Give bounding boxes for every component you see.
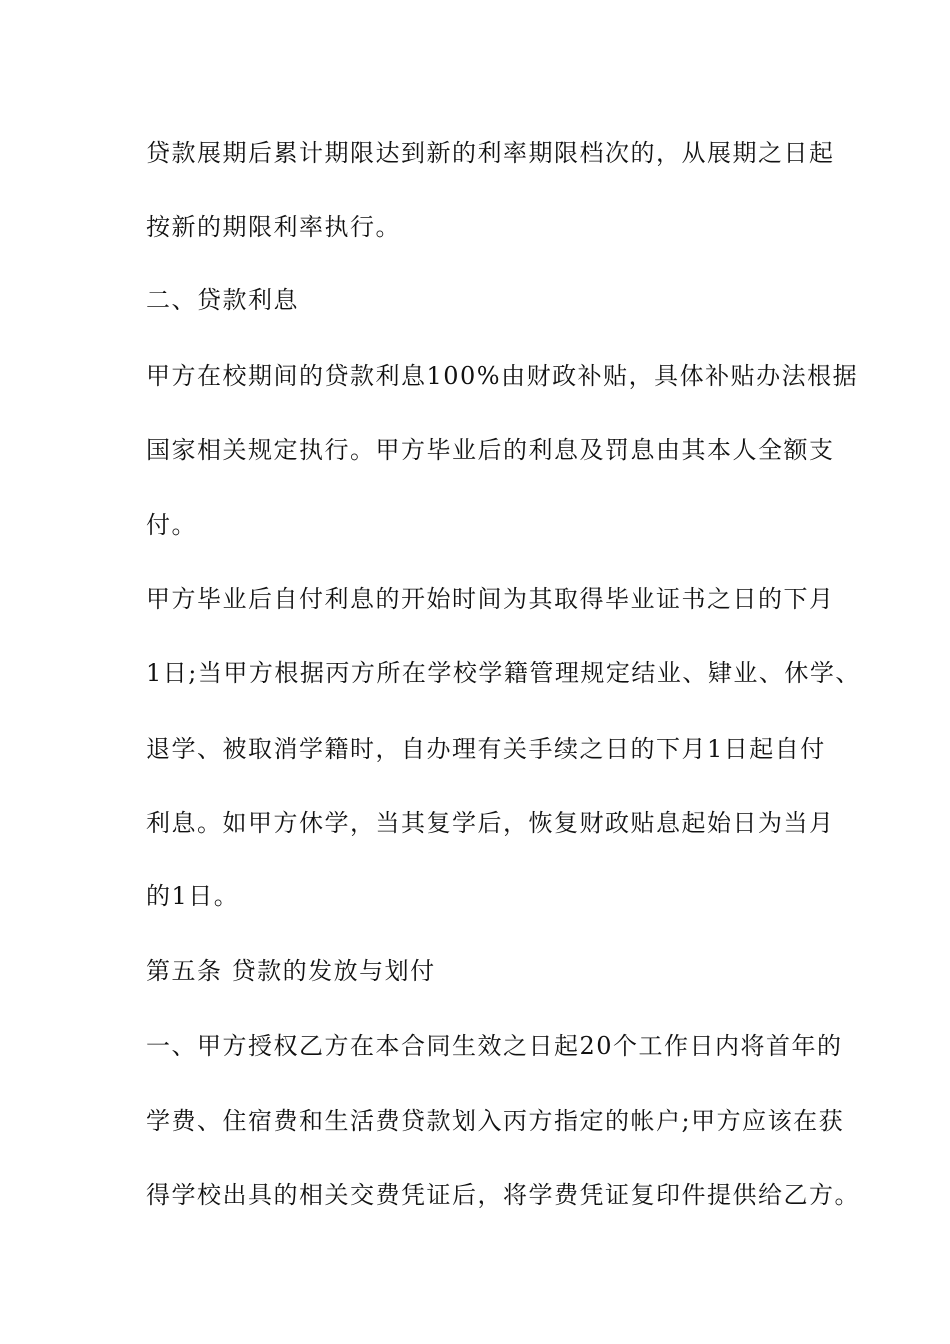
paragraph-line: 甲方毕业后自付利息的开始时间为其取得毕业证书之日的下月 bbox=[146, 585, 835, 613]
paragraph-line: 付。 bbox=[146, 511, 197, 539]
paragraph-line: 按新的期限利率执行。 bbox=[146, 213, 401, 241]
paragraph-line: 利息。如甲方休学，当其复学后，恢复财政贴息起始日为当月 bbox=[146, 809, 835, 837]
section-heading: 二、贷款利息 bbox=[146, 286, 299, 314]
paragraph-line: 得学校出具的相关交费凭证后，将学费凭证复印件提供给乙方。 bbox=[146, 1181, 860, 1209]
paragraph-line: 退学、被取消学籍时，自办理有关手续之日的下月1日起自付 bbox=[146, 735, 826, 763]
paragraph-line: 的1日。 bbox=[146, 882, 240, 910]
paragraph-line: 贷款展期后累计期限达到新的利率期限档次的，从展期之日起 bbox=[146, 139, 835, 167]
paragraph-line: 1日;当甲方根据丙方所在学校学籍管理规定结业、肄业、休学、 bbox=[146, 659, 861, 687]
paragraph-line: 一、甲方授权乙方在本合同生效之日起20个工作日内将首年的 bbox=[146, 1032, 843, 1060]
paragraph-line: 国家相关规定执行。甲方毕业后的利息及罚息由其本人全额支 bbox=[146, 436, 835, 464]
paragraph-line: 甲方在校期间的贷款利息100%由财政补贴，具体补贴办法根据 bbox=[146, 362, 859, 390]
article-heading: 第五条 贷款的发放与划付 bbox=[146, 957, 436, 985]
paragraph-line: 学费、住宿费和生活费贷款划入丙方指定的帐户;甲方应该在获 bbox=[146, 1107, 845, 1135]
